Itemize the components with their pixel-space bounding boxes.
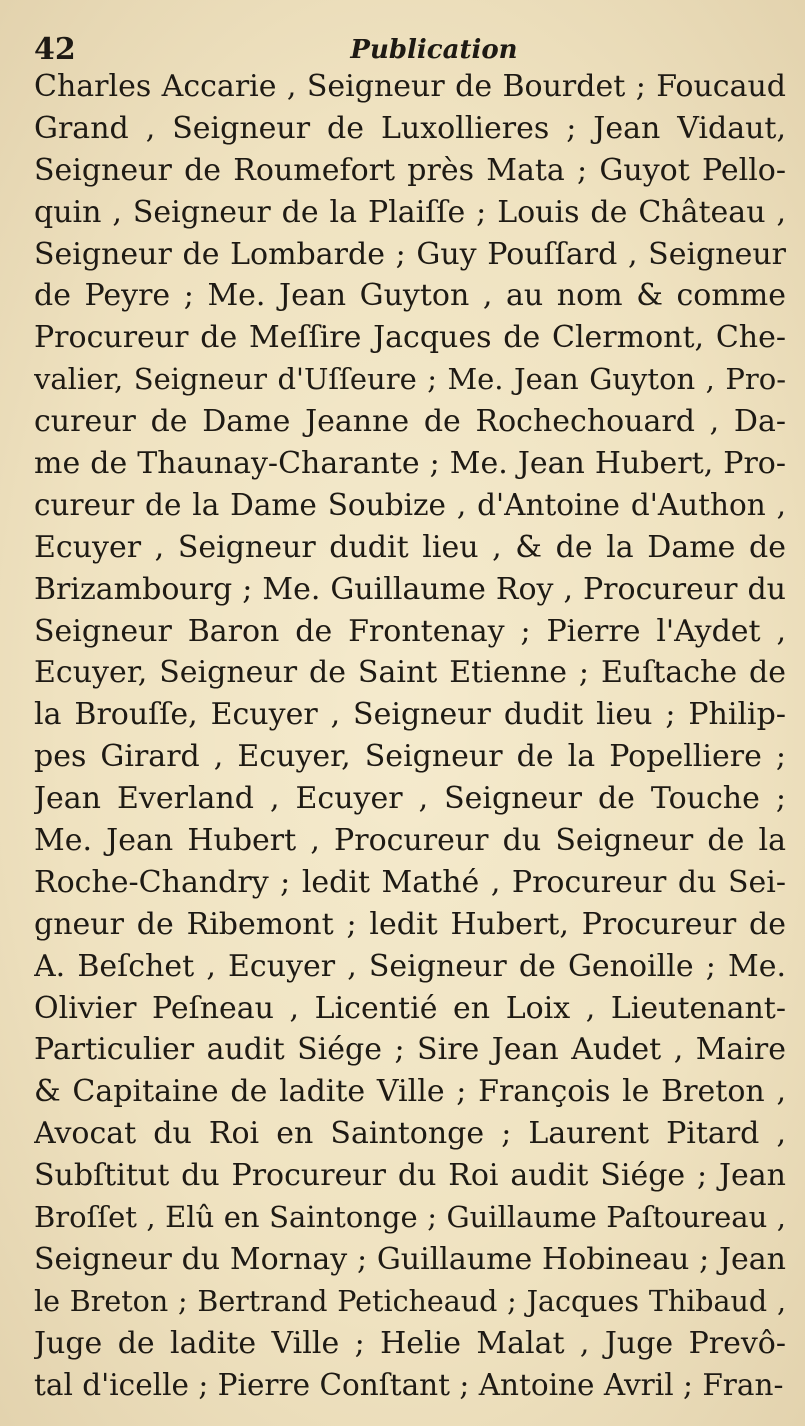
text-line: valier, Seigneur d'Uſſeure ; Me. Jean Guyton , Pro- (34, 362, 786, 397)
text-line: Me. Jean Hubert , Procureur du Seigneur de la (34, 823, 786, 859)
text-line: pes Girard , Ecuyer, Seigneur de la Popelliere ; (34, 739, 786, 775)
text-line: Ecuyer , Seigneur dudit lieu , & de la Dame de (34, 529, 786, 565)
text-line: gneur de Ribemont ; ledit Hubert, Procureur de (34, 906, 786, 942)
text-line: le Breton ; Bertrand Peticheaud ; Jacques Thibaud , (34, 1284, 786, 1318)
page-number: 42 (34, 32, 76, 67)
text-line: Grand , Seigneur de Luxollieres ; Jean Vidaut, (34, 110, 786, 146)
text-line: la Brouſſe, Ecuyer , Seigneur dudit lieu ; Philip- (34, 697, 786, 733)
page-header (34, 20, 774, 72)
text-line: cureur de Dame Jeanne de Rochechouard , Da- (34, 404, 786, 440)
text-line: Juge de ladite Ville ; Helie Malat , Juge Prevô- (34, 1325, 786, 1361)
text-line: Procureur de Meſſire Jacques de Clermont, Che- (34, 320, 786, 356)
text-line: Brizambourg ; Me. Guillaume Roy , Procureur du (34, 571, 786, 607)
text-line: & Capitaine de ladite Ville ; François le Breton , (34, 1074, 786, 1110)
text-line: Subſtitut du Procureur du Roi audit Siége ; Jean (34, 1158, 786, 1194)
text-line: Seigneur du Mornay ; Guillaume Hobineau ; Jean (34, 1241, 786, 1277)
text-line: Particulier audit Siége ; Sire Jean Audet , Maire (34, 1032, 786, 1068)
running-head: Publication (350, 35, 518, 65)
text-line: Seigneur de Lombarde ; Guy Pouſſard , Seigneur (34, 236, 786, 272)
text-line: Ecuyer, Seigneur de Saint Etienne ; Euſtache de (34, 655, 786, 691)
text-line: Jean Everland , Ecuyer , Seigneur de Touche ; (34, 781, 786, 817)
text-line: me de Thaunay-Charante ; Me. Jean Hubert, Pro- (34, 446, 786, 482)
text-line: de Peyre ; Me. Jean Guyton , au nom & comme (34, 278, 786, 314)
text-line: Olivier Peſneau , Licentié en Loix , Lieutenant- (34, 990, 786, 1026)
text-line: Roche-Chandry ; ledit Mathé , Procureur du Sei- (34, 864, 786, 900)
text-line: tal d'icelle ; Pierre Conſtant ; Antoine Avril ; Fran- (34, 1367, 784, 1402)
text-line: Charles Accarie , Seigneur de Bourdet ; Foucaud (34, 69, 786, 104)
text-line: Broſſet , Elû en Saintonge ; Guillaume Paſtoureau , (34, 1200, 786, 1235)
text-line: Avocat du Roi en Saintonge ; Laurent Pitard , (34, 1116, 786, 1152)
text-line: A. Beſchet , Ecuyer , Seigneur de Genoille ; Me. (34, 948, 786, 984)
text-line: Seigneur Baron de Frontenay ; Pierre l'Aydet , (34, 613, 786, 649)
text-line: cureur de la Dame Soubize , d'Antoine d'Authon , (34, 487, 786, 522)
body-text (34, 66, 786, 1407)
text-line: quin , Seigneur de la Plaiſſe ; Louis de Château , (34, 194, 786, 230)
text-line: Seigneur de Roumefort près Mata ; Guyot Pello- (34, 152, 786, 188)
